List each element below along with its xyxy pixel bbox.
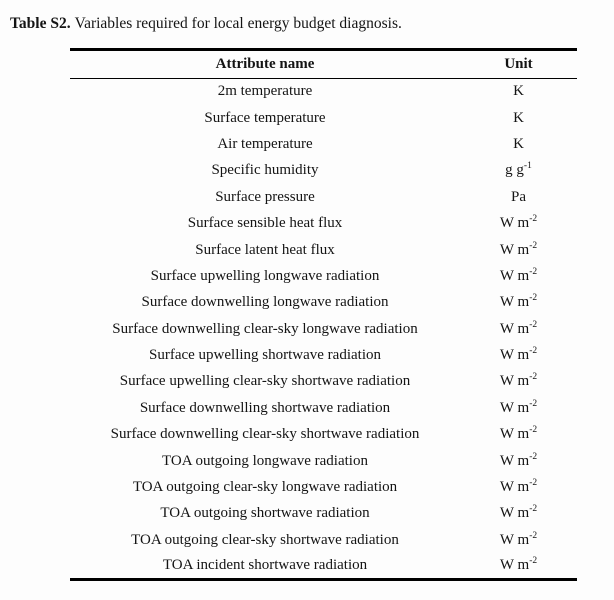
- unit-cell: W $m^{-2}$: [499, 266, 538, 284]
- table-row: [70, 237, 577, 263]
- unit-cell: W $m^{-2}$: [499, 451, 538, 469]
- table-row: [70, 316, 577, 342]
- unit-superscript: -2: [529, 530, 538, 541]
- table-row: [70, 474, 577, 500]
- table-row: [70, 105, 577, 131]
- unit-superscript: -2: [529, 293, 538, 304]
- unit-superscript: -2: [529, 398, 538, 409]
- unit-cell: Pa: [511, 188, 526, 205]
- unit-superscript: -2: [529, 346, 538, 357]
- unit-cell: K: [513, 83, 524, 100]
- unit-cell: W $m^{-2}$: [499, 214, 538, 232]
- attribute-cell: Surface sensible heat flux: [187, 215, 343, 232]
- table-row: [70, 79, 577, 105]
- attribute-cell: Specific humidity: [211, 162, 319, 179]
- attribute-cell: 2m temperature: [217, 83, 313, 100]
- unit-cell: W $m^{-2}$: [499, 372, 538, 390]
- unit-superscript: -2: [529, 451, 538, 462]
- attribute-cell: TOA outgoing clear-sky shortwave radiation: [131, 531, 399, 548]
- attribute-cell: TOA outgoing shortwave radiation: [160, 505, 370, 522]
- unit-superscript: -2: [529, 214, 538, 225]
- unit-cell: W $m^{-2}$: [499, 478, 538, 496]
- table-row: [70, 263, 577, 289]
- unit-superscript: -2: [529, 425, 538, 436]
- table-row: [70, 369, 577, 395]
- unit-cell: W $m^{-2}$: [499, 346, 538, 364]
- unit-cell: W $m^{-2}$: [499, 530, 538, 548]
- attribute-cell: TOA outgoing clear-sky longwave radiation: [132, 479, 398, 496]
- table-row: [70, 395, 577, 421]
- attribute-cell: Surface downwelling shortwave radiation: [139, 399, 391, 416]
- attribute-cell: Surface upwelling longwave radiation: [150, 267, 380, 284]
- table-caption-text: Variables required for local energy budget diagnosis.: [74, 15, 402, 32]
- attribute-cell: Air temperature: [217, 135, 313, 152]
- unit-cell: W $m^{-2}$: [499, 240, 538, 258]
- attribute-cell: Surface upwelling clear-sky shortwave radiation: [119, 373, 411, 390]
- unit-superscript: -2: [529, 504, 538, 515]
- table-caption-label: Table S2.: [10, 15, 71, 32]
- unit-cell: W $m^{-2}$: [499, 556, 538, 574]
- table-header-row: [70, 50, 577, 79]
- unit-cell: W $m^{-2}$: [499, 425, 538, 443]
- unit-superscript: -2: [529, 556, 538, 567]
- unit-superscript: -2: [529, 372, 538, 383]
- table-row: [70, 290, 577, 316]
- table-body: [70, 79, 577, 580]
- unit-cell: W $m^{-2}$: [499, 504, 538, 522]
- unit-superscript: -2: [529, 240, 538, 251]
- table-row: [70, 501, 577, 527]
- unit-superscript: -2: [529, 478, 538, 489]
- unit-superscript: -1: [523, 161, 532, 172]
- unit-cell: W $m^{-2}$: [499, 398, 538, 416]
- column-header-unit: Unit: [504, 56, 533, 72]
- unit-superscript: -2: [529, 319, 538, 330]
- attribute-cell: Surface downwelling clear-sky longwave radiation: [112, 320, 418, 337]
- table-row: [70, 554, 577, 580]
- unit-cell: K: [513, 109, 524, 126]
- attribute-cell: TOA incident shortwave radiation: [162, 557, 368, 574]
- attribute-cell: TOA outgoing longwave radiation: [162, 452, 368, 469]
- unit-cell: W $m^{-2}$: [499, 319, 538, 337]
- attribute-cell: Surface latent heat flux: [195, 241, 335, 258]
- column-header-attribute-name: Attribute name: [215, 56, 315, 72]
- table-header: [70, 50, 577, 79]
- table-row: [70, 448, 577, 474]
- table-row: [70, 422, 577, 448]
- table-row: [70, 184, 577, 210]
- table-row: [70, 131, 577, 157]
- table-row: [70, 210, 577, 236]
- table-caption: [10, 13, 402, 34]
- unit-superscript: -2: [529, 266, 538, 277]
- table-row: [70, 527, 577, 553]
- attribute-cell: Surface downwelling clear-sky shortwave radiation: [110, 426, 420, 443]
- table-row: [70, 158, 577, 184]
- table-row: [70, 342, 577, 368]
- unit-cell: g $g^{-1}$: [505, 161, 532, 179]
- attribute-cell: Surface upwelling shortwave radiation: [148, 347, 381, 364]
- variables-table: [70, 48, 577, 581]
- attribute-cell: Surface downwelling longwave radiation: [141, 294, 389, 311]
- unit-cell: K: [513, 135, 524, 152]
- attribute-cell: Surface temperature: [204, 109, 326, 126]
- unit-cell: W $m^{-2}$: [499, 293, 538, 311]
- attribute-cell: Surface pressure: [215, 188, 315, 205]
